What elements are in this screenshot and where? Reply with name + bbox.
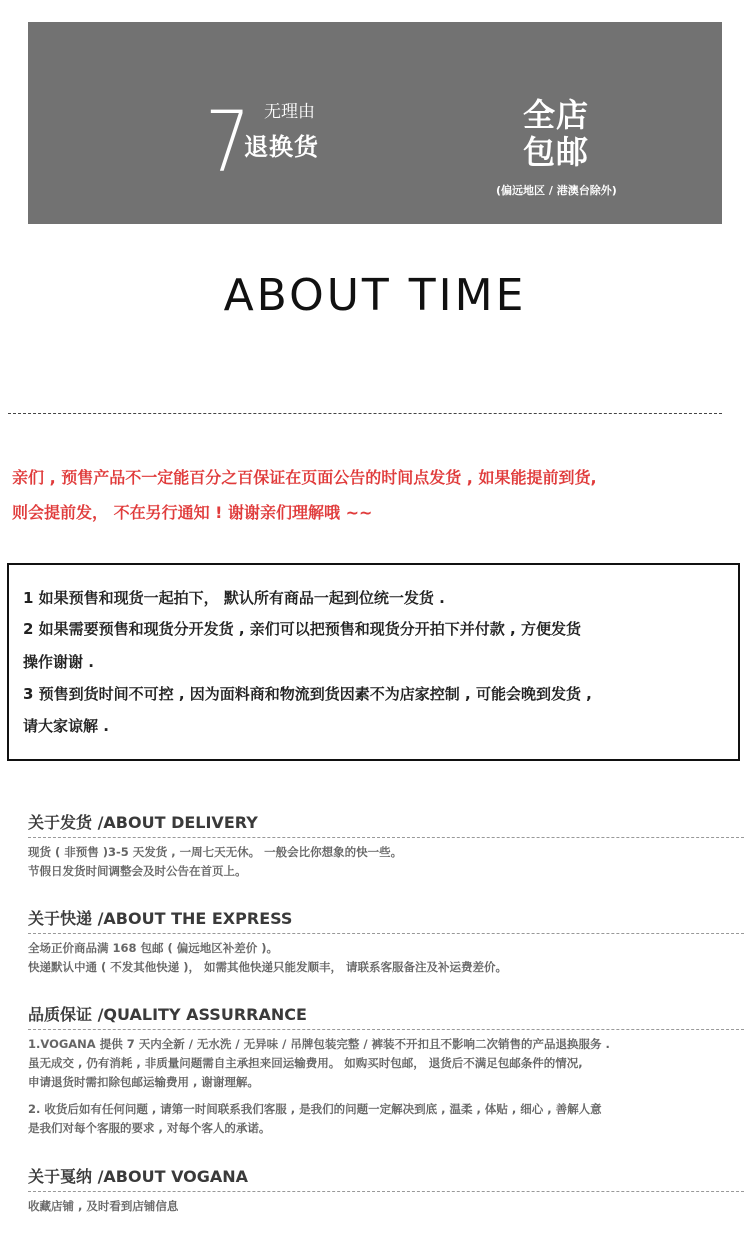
return-reason-label: 无理由: [264, 102, 315, 122]
return-days-number: 7: [205, 93, 251, 191]
quality-text: 2. 收货后如有任何问题 , 请第一时间联系我们客服 , 是我们的问题一定解决到底 , 温柔 , 体贴 , 细心 , 善解人意: [28, 1102, 602, 1116]
rule-2-line1: 2 如果需要预售和现货分开发货 , 亲们可以把预售和现货分开拍下并付款 , 方便发货: [23, 620, 581, 638]
quality-title: 品质保证 /QUALITY ASSURRANCE: [28, 1005, 307, 1024]
rule-3-line2: 请大家谅解 .: [23, 717, 109, 735]
brand-title: ABOUT TIME: [223, 270, 527, 321]
policy-banner: [28, 22, 722, 224]
vogana-text: 收藏店铺 , 及时看到店铺信息: [28, 1199, 179, 1213]
quality-section: [28, 1005, 744, 1138]
delivery-text: 节假日发货时间调整会及时公告在首页上。: [28, 864, 247, 878]
quality-text: 申请退货时需扣除包邮运输费用 , 谢谢理解。: [28, 1075, 259, 1089]
free-shipping-line1: 全店: [523, 96, 590, 134]
free-shipping-line2: 包邮: [523, 133, 590, 171]
delivery-text: 现货 ( 非预售 )3-5 天发货 , 一周七天无休。 一般会比你想象的快一些。: [28, 845, 403, 859]
free-shipping-title: [523, 97, 603, 171]
rule-3-line1: 3 预售到货时间不可控 , 因为面料商和物流到货因素不为店家控制 , 可能会晚到发货 ,: [23, 685, 592, 703]
return-exchange-label: 退换货: [244, 133, 319, 161]
vogana-divider: [28, 1191, 744, 1192]
rule-2-line2: 操作谢谢 .: [23, 653, 94, 671]
quality-divider: [28, 1029, 744, 1030]
quality-text: 1.VOGANA 提供 7 天内全新 / 无水洗 / 无异味 / 吊牌包装完整 / 裤装不开扣且不影响二次销售的产品退换服务 .: [28, 1037, 610, 1051]
rule-1: 1 如果预售和现货一起拍下， 默认所有商品一起到位统一发货 .: [23, 589, 445, 607]
presale-notice-line: 则会提前发， 不在另行通知 ! 谢谢亲们理解哦 ~~: [12, 503, 373, 522]
express-title: 关于快递 /ABOUT THE EXPRESS: [28, 909, 293, 928]
express-divider: [28, 933, 744, 934]
delivery-section: [28, 813, 744, 881]
express-section: [28, 909, 744, 977]
delivery-title: 关于发货 /ABOUT DELIVERY: [28, 813, 258, 832]
presale-rules-box: [7, 563, 740, 761]
express-text: 全场正价商品满 168 包邮 ( 偏远地区补差价 )。: [28, 941, 279, 955]
vogana-section: [28, 1167, 744, 1216]
quality-text: 是我们对每个客服的要求 , 对每个客人的承诺。: [28, 1121, 271, 1135]
quality-text: 虽无成交 , 仍有消耗 , 非质量问题需自主承担来回运输费用。 如购买时包邮， 退货后不满足包邮条件的情况,: [28, 1056, 583, 1070]
express-text: 快递默认中通 ( 不发其他快递 )， 如需其他快递只能发顺丰， 请联系客服备注及补运费差价。: [28, 960, 508, 974]
presale-notice: [12, 460, 742, 530]
presale-notice-line: 亲们 , 预售产品不一定能百分之百保证在页面公告的时间点发货 , 如果能提前到货,: [12, 468, 597, 487]
delivery-divider: [28, 837, 744, 838]
shipping-exclusion-note: (偏远地区 / 港澳台除外): [496, 184, 617, 197]
vogana-title: 关于戛纳 /ABOUT VOGANA: [28, 1167, 249, 1186]
section-divider: [8, 413, 722, 414]
